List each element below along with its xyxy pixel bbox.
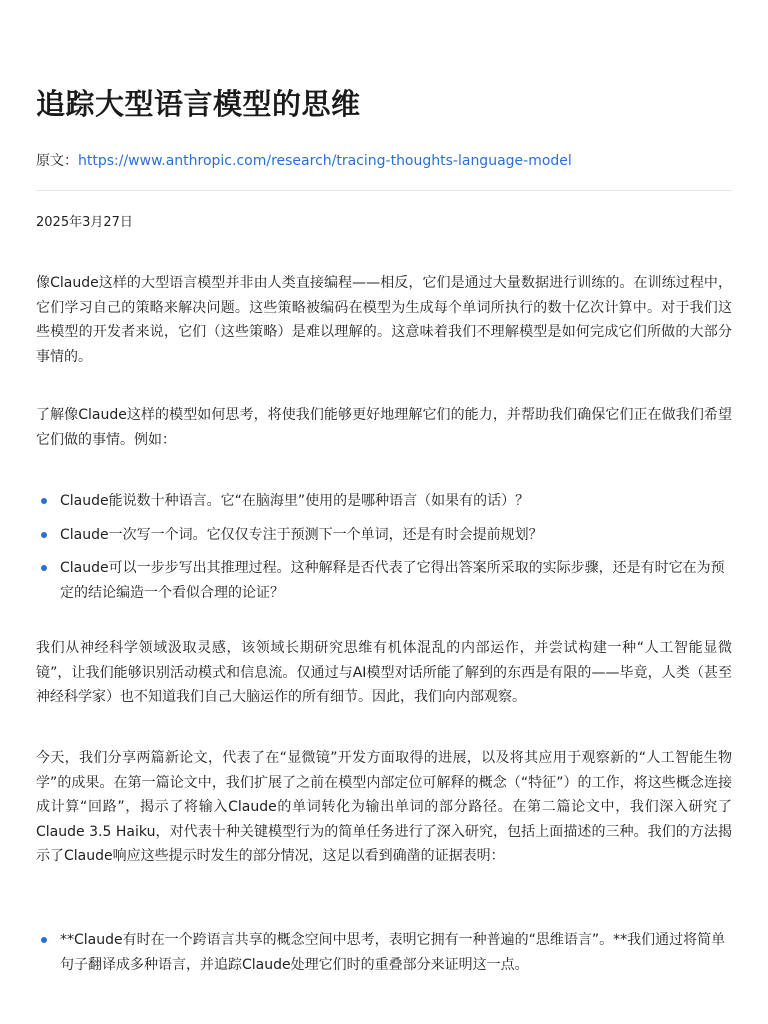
source-label: 原文： (36, 153, 78, 169)
source-line (36, 150, 572, 170)
bullet-dot-icon (41, 565, 47, 571)
questions-list (36, 489, 732, 614)
list-item-text: Claude能说数十种语言。它“在脑海里”使用的是哪种语言（如果有的话）？ (60, 493, 530, 509)
neuroscience-paragraph: 我们从神经科学领域汲取灵感，该领域长期研究思维有机体混乱的内部运作，并尝试构建一种“人工智能显微镜”，让我们能够识别活动模式和信息流。仅通过与AI模型对话所能了解到的东西是有限的——毕竟，人类（甚至神经科学家）也不知道我们自己大脑运作的所有细节。因此，我们向内部观察。 (36, 640, 732, 705)
list-item (36, 523, 732, 548)
divider (36, 190, 732, 191)
papers-paragraph: 今天，我们分享两篇新论文，代表了在“显微镜”开发方面取得的进展，以及将其应用于观察新的“人工智能生物学”的成果。在第一篇论文中，我们扩展了之前在模型内部定位可解释的概念（“特征”）的工作，将这些概念连接成计算“回路”，揭示了将输入Claude的单词转化为输出单词的部分路径。在第二篇论文中，我们深入研究了Claude 3.5 Haiku，对代表十种关键模型行为的简单任务进行了深入研究，包括上面描述的三种。我们的方法揭示了Claude响应这些提示时发生的部分情况，这足以看到确凿的证据表明： (36, 750, 732, 864)
publish-date: 2025年3月27日 (36, 215, 133, 230)
intro-paragraph: 像Claude这样的大型语言模型并非由人类直接编程——相反，它们是通过大量数据进行训练的。在训练过程中，它们学习自己的策略来解决问题。这些策略被编码在模型为生成每个单词所执行的数十亿次计算中。对于我们这些模型的开发者来说，它们（这些策略）是难以理解的。这意味着我们不理解模型是如何完成它们所做的大部分事情的。 (36, 275, 732, 365)
findings-list (36, 928, 732, 986)
list-item (36, 556, 732, 605)
list-item-text: **Claude有时在一个跨语言共享的概念空间中思考，表明它拥有一种普遍的“思维语言”。**我们通过将简单句子翻译成多种语言，并追踪Claude处理它们时的重叠部分来证明这一点。 (60, 932, 726, 973)
list-item (36, 928, 732, 977)
source-link[interactable]: https://www.anthropic.com/research/tracing-thoughts-language-model (78, 153, 572, 169)
bullet-dot-icon (41, 498, 47, 504)
bullet-dot-icon (41, 532, 47, 538)
bullet-dot-icon (41, 937, 47, 943)
motivation-paragraph: 了解像Claude这样的模型如何思考，将使我们能够更好地理解它们的能力，并帮助我们确保它们正在做我们希望它们做的事情。例如： (36, 407, 732, 448)
list-item-text: Claude一次写一个词。它仅仅专注于预测下一个单词，还是有时会提前规划？ (60, 526, 543, 543)
list-item (36, 489, 732, 514)
page-title: 追踪大型语言模型的思维 (36, 87, 361, 121)
list-item-text: Claude可以一步步写出其推理过程。这种解释是否代表了它得出答案所采取的实际步骤，还是有时它在为预定的结论编造一个看似合理的论证？ (60, 560, 725, 601)
